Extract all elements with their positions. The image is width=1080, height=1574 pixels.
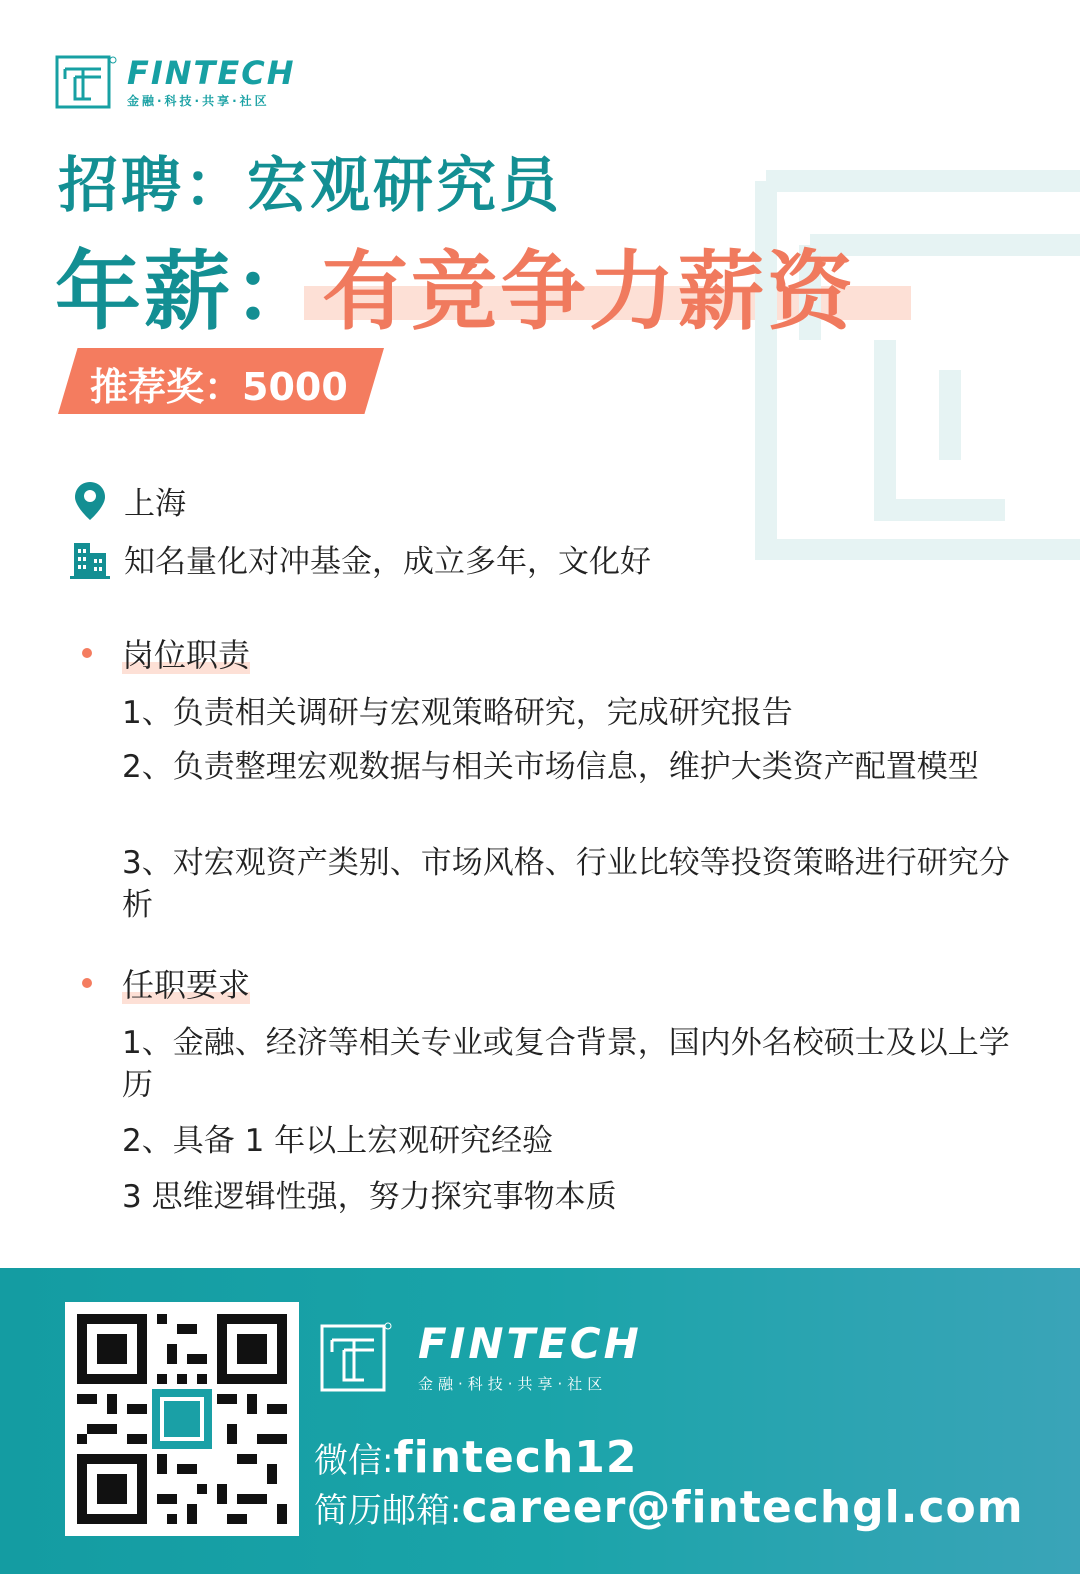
salary-value-wrap	[322, 222, 856, 346]
wechat-id[interactable]: fintech12	[393, 1432, 638, 1483]
duties-heading	[82, 630, 250, 676]
company-text: 知名量化对冲基金，成立多年，文化好	[124, 544, 651, 580]
salary-value: 有竞争力薪资	[322, 242, 856, 342]
bullet-dot	[82, 978, 92, 988]
wechat-contact	[314, 1432, 638, 1483]
building-icon	[70, 538, 110, 580]
salary-line	[55, 222, 856, 346]
duties-title: 岗位职责	[122, 630, 250, 676]
fintech-logo-icon	[320, 1320, 392, 1394]
fintech-logo-icon	[55, 55, 117, 109]
referral-bonus-text: 推荐奖：5000	[90, 365, 348, 409]
requirement-item: 3 思维逻辑性强，努力探究事物本质	[122, 1179, 617, 1215]
email-address[interactable]: career@fintechgl.com	[461, 1482, 1024, 1533]
wechat-label: 微信:	[314, 1441, 394, 1481]
location-text: 上海	[124, 486, 186, 522]
qr-code[interactable]	[65, 1302, 299, 1536]
brand-name: FINTECH	[127, 53, 296, 92]
email-contact	[314, 1482, 1024, 1533]
brand-slogan: 金融·科技·共享·社区	[127, 93, 270, 108]
brand-logo	[55, 55, 296, 109]
duty-item: 1、负责相关调研与宏观策略研究，完成研究报告	[122, 695, 793, 731]
company-row	[70, 536, 651, 581]
requirements-heading	[82, 960, 250, 1006]
duty-item: 3、对宏观资产类别、市场风格、行业比较等投资策略进行研究分析	[122, 845, 1010, 923]
footer-brand-slogan: 金融·科技·共享·社区	[418, 1374, 608, 1393]
footer-brand-name: FINTECH	[418, 1318, 642, 1368]
footer-brand-logo	[320, 1320, 642, 1394]
requirement-item: 1、金融、经济等相关专业或复合背景，国内外名校硕士及以上学历	[122, 1025, 1010, 1103]
salary-label: 年薪：	[55, 242, 322, 342]
requirement-item: 2、具备 1 年以上宏观研究经验	[122, 1123, 554, 1159]
page-title: 招聘：宏观研究员	[58, 151, 562, 221]
location-pin-icon	[70, 480, 110, 522]
location-row	[70, 478, 186, 523]
email-label: 简历邮箱:	[314, 1491, 462, 1531]
duty-item: 2、负责整理宏观数据与相关市场信息，维护大类资产配置模型	[122, 749, 979, 785]
bullet-dot	[82, 648, 92, 658]
referral-bonus-badge	[58, 348, 384, 414]
requirements-title: 任职要求	[122, 960, 250, 1006]
